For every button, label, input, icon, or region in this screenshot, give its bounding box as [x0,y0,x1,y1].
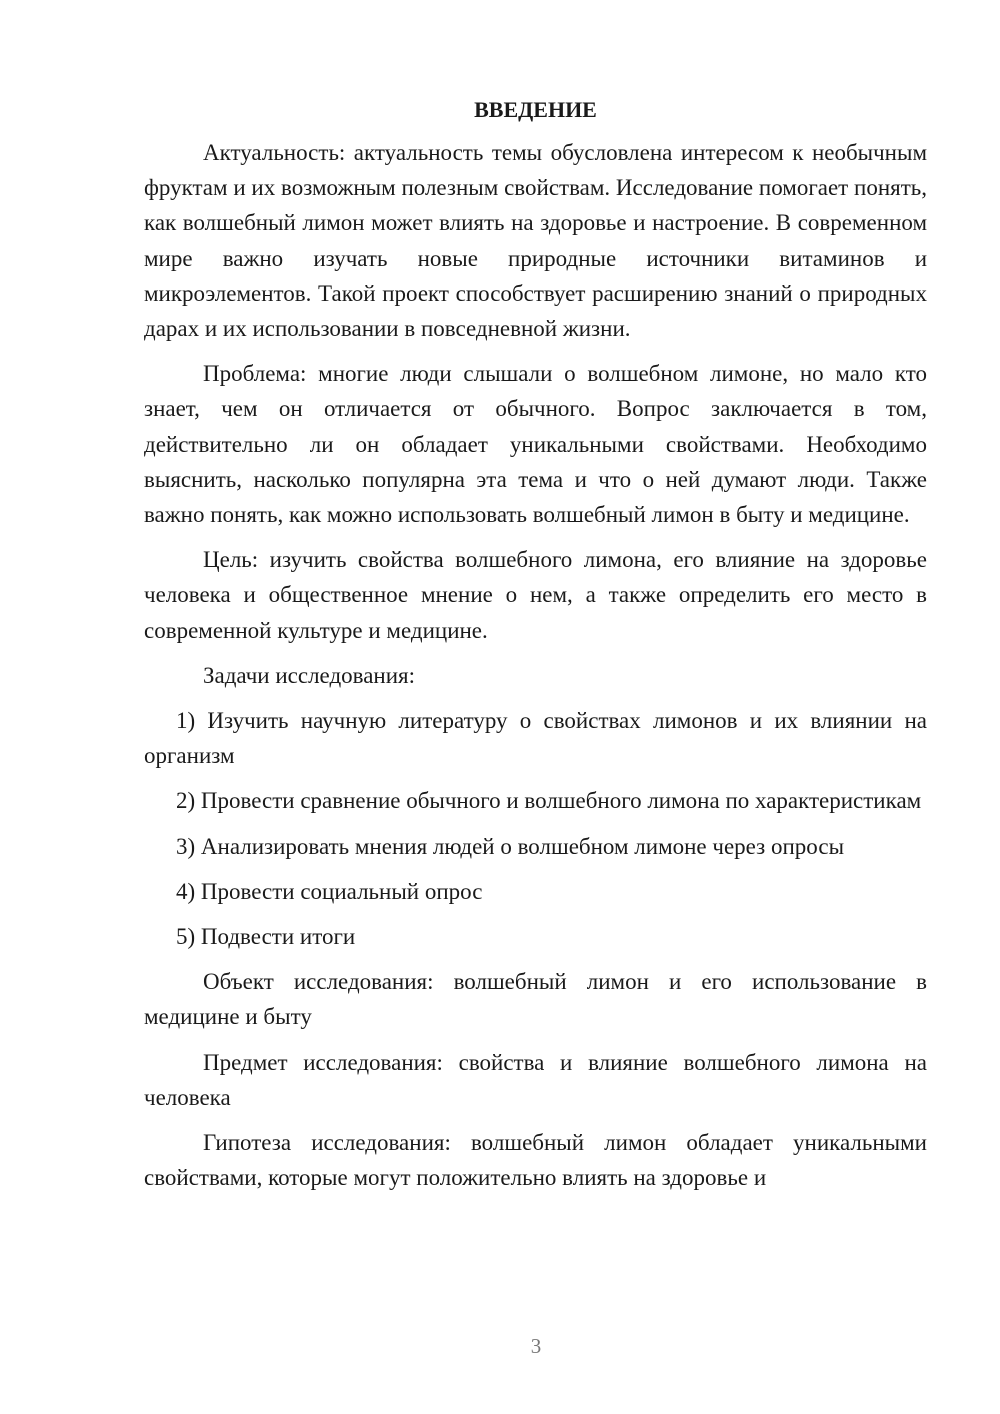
goal-paragraph: Цель: изучить свойства волшебного лимона, его влияние на здоровье человека и общественное мнение о нем, а также определить его место в современной культуре и медицине. [144,547,927,643]
page-content [144,96,927,1195]
section-heading: ВВЕДЕНИЕ [474,97,597,122]
task-item-3: 3) Анализировать мнения людей о волшебном лимоне через опросы [176,833,845,859]
task-item-4: 4) Провести социальный опрос [176,878,483,904]
task-item-1: 1) Изучить научную литературу о свойствах лимонов и их влиянии на организм [144,708,927,769]
task-item-2: 2) Провести сравнение обычного и волшебного лимона по характеристикам [176,788,922,814]
task-item-5: 5) Подвести итоги [176,924,356,950]
subject-paragraph: Предмет исследования: свойства и влияние волшебного лимона на человека [144,1049,927,1110]
tasks-title: Задачи исследования: [203,662,416,688]
page-number: 3 [530,1334,542,1358]
hypothesis-paragraph: Гипотеза исследования: волшебный лимон обладает уникальными свойствами, которые могут положительно влиять на здоровье и [144,1130,927,1191]
object-paragraph: Объект исследования: волшебный лимон и его использование в медицине и быту [144,969,927,1030]
problem-paragraph: Проблема: многие люди слышали о волшебном лимоне, но мало кто знает, чем он отличается от обычного. Вопрос заключается в том, действительно ли он обладает уникальными свойствами. Необходимо выяснить, насколько популярна эта тема и что о ней думают люди. Также важно понять, как можно использовать волшебный лимон в быту и медицине. [144,361,927,528]
relevance-paragraph: Актуальность: актуальность темы обусловлена интересом к необычным фруктам и их возможным полезным свойствам. Исследование помогает понять, как волшебный лимон может влиять на здоровье и настроение. В современном мире важно изучать новые природные источники витаминов и микроэлементов. Такой проект способствует расширению знаний о природных дарах и их использовании в повседневной жизни. [144,140,927,342]
